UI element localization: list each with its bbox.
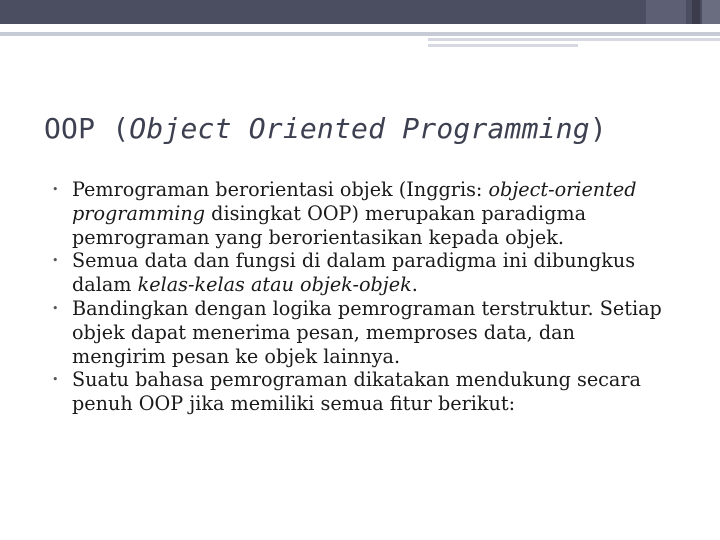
header-divider: [428, 38, 720, 41]
bullet-icon: •: [52, 373, 59, 387]
bullet-item: [52, 249, 672, 297]
bullet-text: .: [411, 273, 418, 297]
bullet-icon: •: [52, 301, 59, 315]
bullet-text: Bandingkan dengan logika pemrograman terstruktur. Setiap objek dapat menerima pesan, memproses data, dan mengirim pesan ke objek lainnya.: [72, 296, 662, 368]
bullet-text: disingkat OOP) merupakan paradigma pemrograman yang berorientasikan kepada objek.: [72, 201, 587, 249]
bullet-item: [52, 297, 672, 368]
header-accent-block: [692, 0, 700, 24]
bullet-icon: •: [52, 254, 59, 268]
header-divider: [0, 32, 720, 36]
bullet-list: [52, 178, 672, 416]
title-text: OOP (: [44, 112, 130, 145]
bullet-item: [52, 178, 672, 249]
title-italic-text: Object Oriented Programming: [129, 112, 590, 145]
title-text: ): [589, 112, 607, 145]
header-accent-block: [646, 0, 686, 24]
slide-title: [44, 112, 704, 145]
bullet-icon: •: [52, 183, 59, 196]
bullet-italic-text: object-oriented programming: [72, 178, 637, 225]
header-divider: [428, 44, 578, 47]
bullet-text: Pemrograman berorientasi objek (Inggris:: [72, 178, 489, 201]
header-bar: [0, 0, 720, 24]
header-accent-block: [702, 0, 720, 24]
bullet-italic-text: kelas-kelas atau objek-objek: [137, 273, 412, 297]
bullet-text: Semua data dan fungsi di dalam paradigma ini dibungkus dalam: [72, 249, 636, 297]
bullet-text: Suatu bahasa pemrograman dikatakan mendukung secara penuh OOP jika memiliki semua fitur berikut:: [72, 368, 641, 416]
bullet-item: [52, 368, 672, 416]
